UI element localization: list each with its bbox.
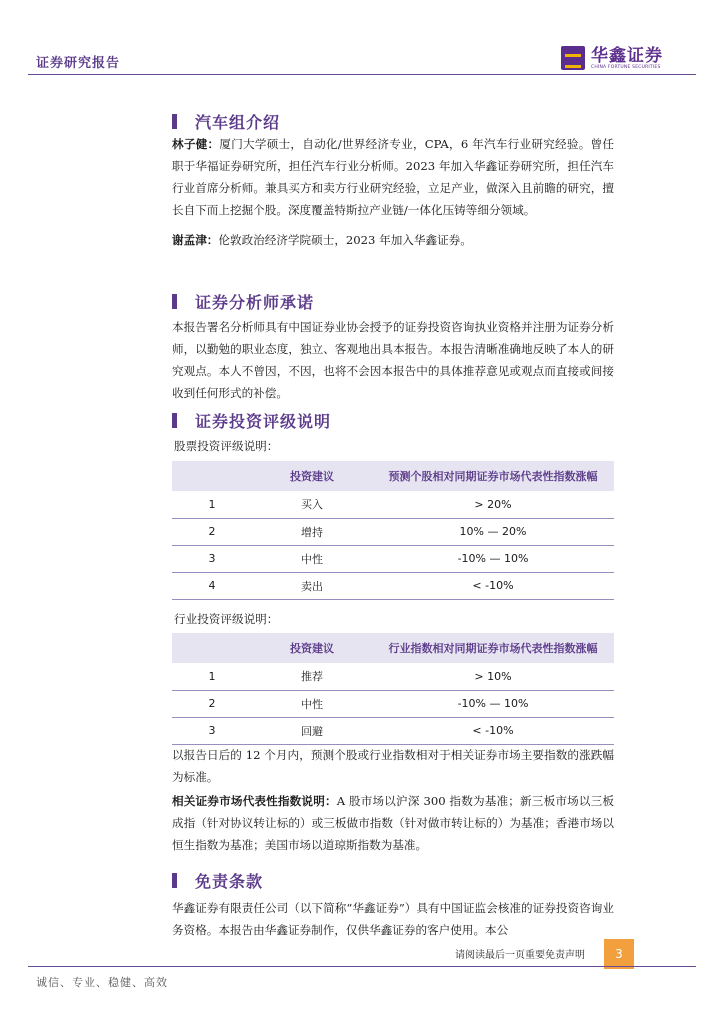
industry-rating-label: 行业投资评级说明： — [174, 612, 279, 626]
logo-mark-icon — [561, 46, 585, 70]
section-bar — [172, 294, 177, 309]
company-logo — [561, 44, 663, 72]
table-cell: 推荐 — [252, 663, 372, 690]
table-cell: 1 — [172, 663, 252, 690]
table-row — [172, 491, 614, 518]
commitment-text: 本报告署名分析师具有中国证券业协会授予的证券投资咨询执业资格并注册为证券分析师，以勤勉的职业态度，独立、客观地出具本报告。本报告清晰准确地反映了本人的研究观点。本人不曾因，不因，也将不会因本报告中的具体推荐意见或观点而直接或间接收到任何形式的补偿。 — [172, 320, 614, 400]
table-row — [172, 663, 614, 690]
table-row — [172, 572, 614, 599]
index-description-text: A 股市场以沪深 300 指数为基准；新三板市场以三板成指（针对协议转让标的）或三板做市指数（针对做市转让标的）为基准；香港市场以恒生指数为基准；美国市场以道琼斯指数为基准。 — [172, 794, 614, 852]
table-header-cell: 投资建议 — [252, 633, 372, 663]
table-cell: 中性 — [252, 690, 372, 717]
section-bar — [172, 114, 177, 129]
analyst-bio-1 — [172, 133, 614, 221]
table-header-cell: 投资建议 — [252, 461, 372, 491]
table-cell: 1 — [172, 491, 252, 518]
section-bar — [172, 873, 177, 888]
section-title-rating: 证券投资评级说明 — [172, 409, 331, 432]
stock-rating-table — [172, 461, 614, 600]
analyst-bio-text-1: 厦门大学硕士，自动化/世界经济专业，CPA，6 年汽车行业研究经验。曾任职于华福证券研究所，担任汽车行业分析师。2023 年加入华鑫证券研究所，担任汽车行业首席分析师。兼具买方和卖方行业研究经验，立足产业，做深入且前瞻的研究，擅长自下而上挖掘个股。深度覆盖特斯拉产业链/一体化压铸等细分领域。 — [172, 137, 614, 217]
industry-rating-table — [172, 633, 614, 745]
stock-rating-label: 股票投资评级说明： — [174, 439, 279, 453]
logo-en-text: CHINA FORTUNE SECURITIES — [591, 64, 661, 70]
table-cell: 3 — [172, 717, 252, 744]
analyst-name-2: 谢孟津： — [172, 233, 219, 247]
table-cell: -10% — 10% — [372, 690, 614, 717]
table-row — [172, 518, 614, 545]
table-header-cell: 预测个股相对同期证券市场代表性指数涨幅 — [372, 461, 614, 491]
section-title-auto-group: 汽车组介绍 — [172, 110, 280, 133]
footer-disclaimer-note: 请阅读最后一页重要免责声明 — [455, 950, 585, 961]
page-number: 3 — [604, 939, 634, 969]
analyst-name-1: 林子健： — [172, 137, 220, 151]
section-bar — [172, 413, 177, 428]
report-type-title: 证券研究报告 — [36, 56, 121, 71]
disclaimer-text: 华鑫证券有限责任公司（以下简称“华鑫证券”）具有中国证监会核准的证券投资咨询业务资格。本报告由华鑫证券制作，仅供华鑫证券的客户使用。本公 — [172, 901, 614, 937]
table-cell: 增持 — [252, 518, 372, 545]
table-cell: 2 — [172, 518, 252, 545]
table-cell: 10% — 20% — [372, 518, 614, 545]
table-cell: 2 — [172, 690, 252, 717]
analyst-bio-text-2: 伦敦政治经济学院硕士，2023 年加入华鑫证券。 — [218, 233, 472, 247]
table-cell: 回避 — [252, 717, 372, 744]
table-header-cell — [172, 633, 252, 663]
table-cell: 3 — [172, 545, 252, 572]
analyst-bio-2 — [172, 229, 614, 251]
table-cell: 卖出 — [252, 572, 372, 599]
table-row — [172, 690, 614, 717]
table-cell: < -10% — [372, 717, 614, 744]
table-cell: > 10% — [372, 663, 614, 690]
logo-cn-text: 华鑫证券 — [591, 45, 663, 66]
table-row — [172, 717, 614, 744]
table-cell: > 20% — [372, 491, 614, 518]
table-cell: 中性 — [252, 545, 372, 572]
section-title-commitment: 证券分析师承诺 — [172, 290, 314, 313]
table-cell: -10% — 10% — [372, 545, 614, 572]
table-row — [172, 545, 614, 572]
page-header — [0, 0, 724, 78]
index-description — [172, 790, 614, 856]
table-cell: < -10% — [372, 572, 614, 599]
footer-slogan: 诚信、专业、稳健、高效 — [36, 976, 168, 989]
table-header-row — [172, 633, 614, 663]
header-divider — [28, 74, 696, 75]
table-cell: 买入 — [252, 491, 372, 518]
table-header-row — [172, 461, 614, 491]
table-cell: 4 — [172, 572, 252, 599]
table-header-cell — [172, 461, 252, 491]
footer-divider — [28, 966, 696, 967]
index-description-label: 相关证券市场代表性指数说明： — [172, 794, 337, 808]
rating-basis-text: 以报告日后的 12 个月内，预测个股或行业指数相对于相关证券市场主要指数的涨跌幅为标准。 — [172, 748, 614, 784]
table-header-cell: 行业指数相对同期证券市场代表性指数涨幅 — [372, 633, 614, 663]
section-title-disclaimer: 免责条款 — [172, 869, 263, 892]
